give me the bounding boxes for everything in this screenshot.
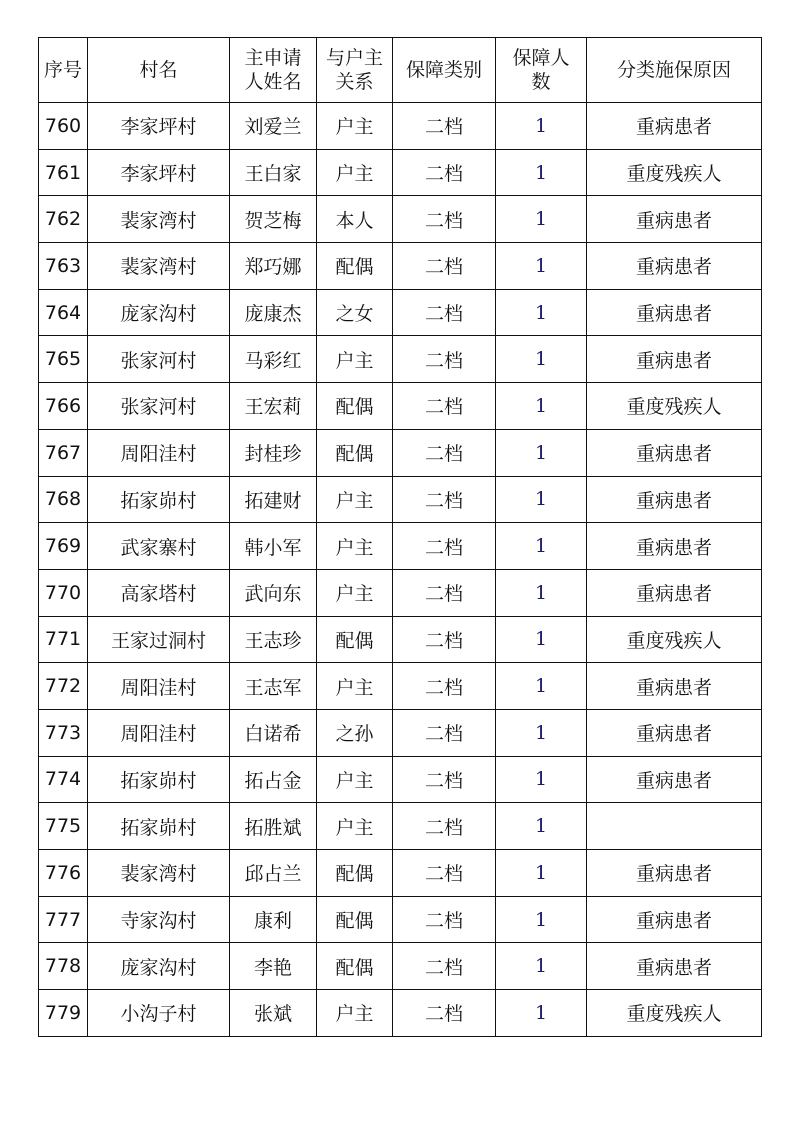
- header-relation-line2: 关系: [335, 71, 374, 93]
- cell-applicant-name: 武向东: [230, 569, 317, 616]
- header-count-line2: 数: [531, 71, 551, 93]
- cell-category: 二档: [393, 523, 496, 570]
- cell-category: 二档: [393, 803, 496, 850]
- cell-category: 二档: [393, 476, 496, 523]
- cell-seq: 776: [39, 850, 88, 897]
- cell-reason: 重病患者: [587, 523, 762, 570]
- cell-reason: 重病患者: [587, 896, 762, 943]
- cell-village: 李家坪村: [88, 103, 230, 150]
- cell-category: 二档: [393, 336, 496, 383]
- table-row: [39, 943, 762, 990]
- cell-applicant-name: 刘爱兰: [230, 103, 317, 150]
- cell-applicant-name: 马彩红: [230, 336, 317, 383]
- cell-category: 二档: [393, 896, 496, 943]
- cell-category: 二档: [393, 243, 496, 290]
- table-row: [39, 523, 762, 570]
- cell-applicant-name: 封桂珍: [230, 429, 317, 476]
- cell-applicant-name: 庞康杰: [230, 289, 317, 336]
- cell-seq: 770: [39, 569, 88, 616]
- header-relation-line1: 与户主: [325, 47, 383, 69]
- cell-relation: 户主: [317, 756, 393, 803]
- cell-relation: 本人: [317, 196, 393, 243]
- cell-applicant-name: 拓占金: [230, 756, 317, 803]
- cell-reason: 重病患者: [587, 850, 762, 897]
- cell-category: 二档: [393, 850, 496, 897]
- cell-village: 武家寨村: [88, 523, 230, 570]
- table-row: [39, 663, 762, 710]
- cell-relation: 户主: [317, 149, 393, 196]
- cell-village: 寺家沟村: [88, 896, 230, 943]
- cell-village: 李家坪村: [88, 149, 230, 196]
- cell-relation: 户主: [317, 103, 393, 150]
- cell-category: 二档: [393, 196, 496, 243]
- cell-relation: 之孙: [317, 709, 393, 756]
- cell-seq: 763: [39, 243, 88, 290]
- cell-seq: 762: [39, 196, 88, 243]
- cell-category: 二档: [393, 429, 496, 476]
- cell-reason: 重病患者: [587, 429, 762, 476]
- cell-relation: 配偶: [317, 243, 393, 290]
- cell-category: 二档: [393, 569, 496, 616]
- cell-village: 周阳洼村: [88, 429, 230, 476]
- table-row: [39, 289, 762, 336]
- cell-count: 1: [496, 429, 587, 476]
- header-seq: 序号: [39, 38, 88, 103]
- cell-village: 裴家湾村: [88, 196, 230, 243]
- cell-relation: 户主: [317, 569, 393, 616]
- cell-seq: 775: [39, 803, 88, 850]
- cell-reason: 重病患者: [587, 103, 762, 150]
- cell-category: 二档: [393, 616, 496, 663]
- cell-seq: 777: [39, 896, 88, 943]
- cell-count: 1: [496, 896, 587, 943]
- cell-reason: 重病患者: [587, 476, 762, 523]
- cell-applicant-name: 韩小军: [230, 523, 317, 570]
- cell-village: 庞家沟村: [88, 943, 230, 990]
- table-row: [39, 756, 762, 803]
- table-row: [39, 336, 762, 383]
- cell-reason: [587, 803, 762, 850]
- table-row: [39, 103, 762, 150]
- cell-relation: 配偶: [317, 383, 393, 430]
- table-row: [39, 616, 762, 663]
- header-village: 村名: [88, 38, 230, 103]
- cell-applicant-name: 王宏莉: [230, 383, 317, 430]
- assistance-table: [38, 37, 762, 1037]
- cell-applicant-name: 邱占兰: [230, 850, 317, 897]
- cell-seq: 769: [39, 523, 88, 570]
- cell-village: 周阳洼村: [88, 663, 230, 710]
- cell-relation: 配偶: [317, 896, 393, 943]
- cell-seq: 774: [39, 756, 88, 803]
- cell-count: 1: [496, 149, 587, 196]
- cell-category: 二档: [393, 103, 496, 150]
- cell-relation: 配偶: [317, 429, 393, 476]
- cell-reason: 重病患者: [587, 756, 762, 803]
- cell-count: 1: [496, 383, 587, 430]
- cell-village: 高家塔村: [88, 569, 230, 616]
- table-row: [39, 149, 762, 196]
- cell-applicant-name: 贺芝梅: [230, 196, 317, 243]
- cell-relation: 户主: [317, 523, 393, 570]
- table-header: [39, 38, 762, 103]
- cell-relation: 户主: [317, 990, 393, 1037]
- cell-category: 二档: [393, 289, 496, 336]
- cell-relation: 配偶: [317, 616, 393, 663]
- cell-village: 拓家峁村: [88, 476, 230, 523]
- header-applicant: [230, 38, 317, 103]
- cell-seq: 768: [39, 476, 88, 523]
- cell-seq: 761: [39, 149, 88, 196]
- header-relation: [317, 38, 393, 103]
- cell-applicant-name: 郑巧娜: [230, 243, 317, 290]
- cell-village: 庞家沟村: [88, 289, 230, 336]
- cell-applicant-name: 白诺希: [230, 709, 317, 756]
- cell-category: 二档: [393, 990, 496, 1037]
- table-row: [39, 429, 762, 476]
- cell-reason: 重病患者: [587, 243, 762, 290]
- table-row: [39, 243, 762, 290]
- header-reason: 分类施保原因: [587, 38, 762, 103]
- cell-seq: 771: [39, 616, 88, 663]
- cell-applicant-name: 王志珍: [230, 616, 317, 663]
- table-body: [39, 103, 762, 1037]
- cell-seq: 767: [39, 429, 88, 476]
- cell-reason: 重病患者: [587, 569, 762, 616]
- cell-count: 1: [496, 990, 587, 1037]
- table-row: [39, 569, 762, 616]
- cell-relation: 户主: [317, 476, 393, 523]
- header-count: [496, 38, 587, 103]
- header-applicant-line2: 人姓名: [244, 71, 302, 93]
- cell-count: 1: [496, 803, 587, 850]
- cell-reason: 重病患者: [587, 663, 762, 710]
- table-row: [39, 709, 762, 756]
- cell-count: 1: [496, 103, 587, 150]
- cell-count: 1: [496, 569, 587, 616]
- header-applicant-line1: 主申请: [244, 47, 302, 69]
- cell-seq: 772: [39, 663, 88, 710]
- cell-count: 1: [496, 616, 587, 663]
- cell-village: 张家河村: [88, 383, 230, 430]
- cell-relation: 户主: [317, 336, 393, 383]
- cell-seq: 773: [39, 709, 88, 756]
- cell-village: 拓家峁村: [88, 803, 230, 850]
- cell-relation: 配偶: [317, 850, 393, 897]
- cell-reason: 重度残疾人: [587, 383, 762, 430]
- cell-seq: 765: [39, 336, 88, 383]
- cell-relation: 配偶: [317, 943, 393, 990]
- cell-village: 裴家湾村: [88, 243, 230, 290]
- table-row: [39, 990, 762, 1037]
- cell-applicant-name: 拓胜斌: [230, 803, 317, 850]
- cell-seq: 779: [39, 990, 88, 1037]
- cell-reason: 重病患者: [587, 336, 762, 383]
- cell-applicant-name: 康利: [230, 896, 317, 943]
- cell-applicant-name: 王志军: [230, 663, 317, 710]
- cell-count: 1: [496, 850, 587, 897]
- cell-count: 1: [496, 709, 587, 756]
- cell-village: 小沟子村: [88, 990, 230, 1037]
- cell-reason: 重度残疾人: [587, 149, 762, 196]
- cell-category: 二档: [393, 709, 496, 756]
- cell-applicant-name: 张斌: [230, 990, 317, 1037]
- cell-seq: 766: [39, 383, 88, 430]
- cell-relation: 之女: [317, 289, 393, 336]
- cell-seq: 778: [39, 943, 88, 990]
- cell-count: 1: [496, 663, 587, 710]
- header-category: 保障类别: [393, 38, 496, 103]
- cell-count: 1: [496, 336, 587, 383]
- cell-village: 拓家峁村: [88, 756, 230, 803]
- cell-village: 裴家湾村: [88, 850, 230, 897]
- cell-count: 1: [496, 196, 587, 243]
- cell-count: 1: [496, 943, 587, 990]
- header-count-line1: 保障人: [512, 47, 570, 69]
- cell-count: 1: [496, 523, 587, 570]
- table-row: [39, 196, 762, 243]
- cell-seq: 760: [39, 103, 88, 150]
- cell-reason: 重度残疾人: [587, 990, 762, 1037]
- cell-village: 周阳洼村: [88, 709, 230, 756]
- cell-count: 1: [496, 756, 587, 803]
- cell-reason: 重病患者: [587, 289, 762, 336]
- cell-seq: 764: [39, 289, 88, 336]
- cell-reason: 重病患者: [587, 196, 762, 243]
- cell-village: 王家过洞村: [88, 616, 230, 663]
- cell-applicant-name: 王白家: [230, 149, 317, 196]
- cell-category: 二档: [393, 663, 496, 710]
- cell-applicant-name: 李艳: [230, 943, 317, 990]
- cell-category: 二档: [393, 943, 496, 990]
- cell-applicant-name: 拓建财: [230, 476, 317, 523]
- cell-reason: 重病患者: [587, 943, 762, 990]
- cell-reason: 重病患者: [587, 709, 762, 756]
- cell-relation: 户主: [317, 803, 393, 850]
- cell-village: 张家河村: [88, 336, 230, 383]
- cell-count: 1: [496, 243, 587, 290]
- cell-category: 二档: [393, 383, 496, 430]
- cell-count: 1: [496, 476, 587, 523]
- cell-category: 二档: [393, 756, 496, 803]
- table-row: [39, 850, 762, 897]
- table-row: [39, 476, 762, 523]
- header-row: [39, 38, 762, 103]
- table-row: [39, 896, 762, 943]
- cell-relation: 户主: [317, 663, 393, 710]
- cell-reason: 重度残疾人: [587, 616, 762, 663]
- table-row: [39, 383, 762, 430]
- cell-count: 1: [496, 289, 587, 336]
- cell-category: 二档: [393, 149, 496, 196]
- table-row: [39, 803, 762, 850]
